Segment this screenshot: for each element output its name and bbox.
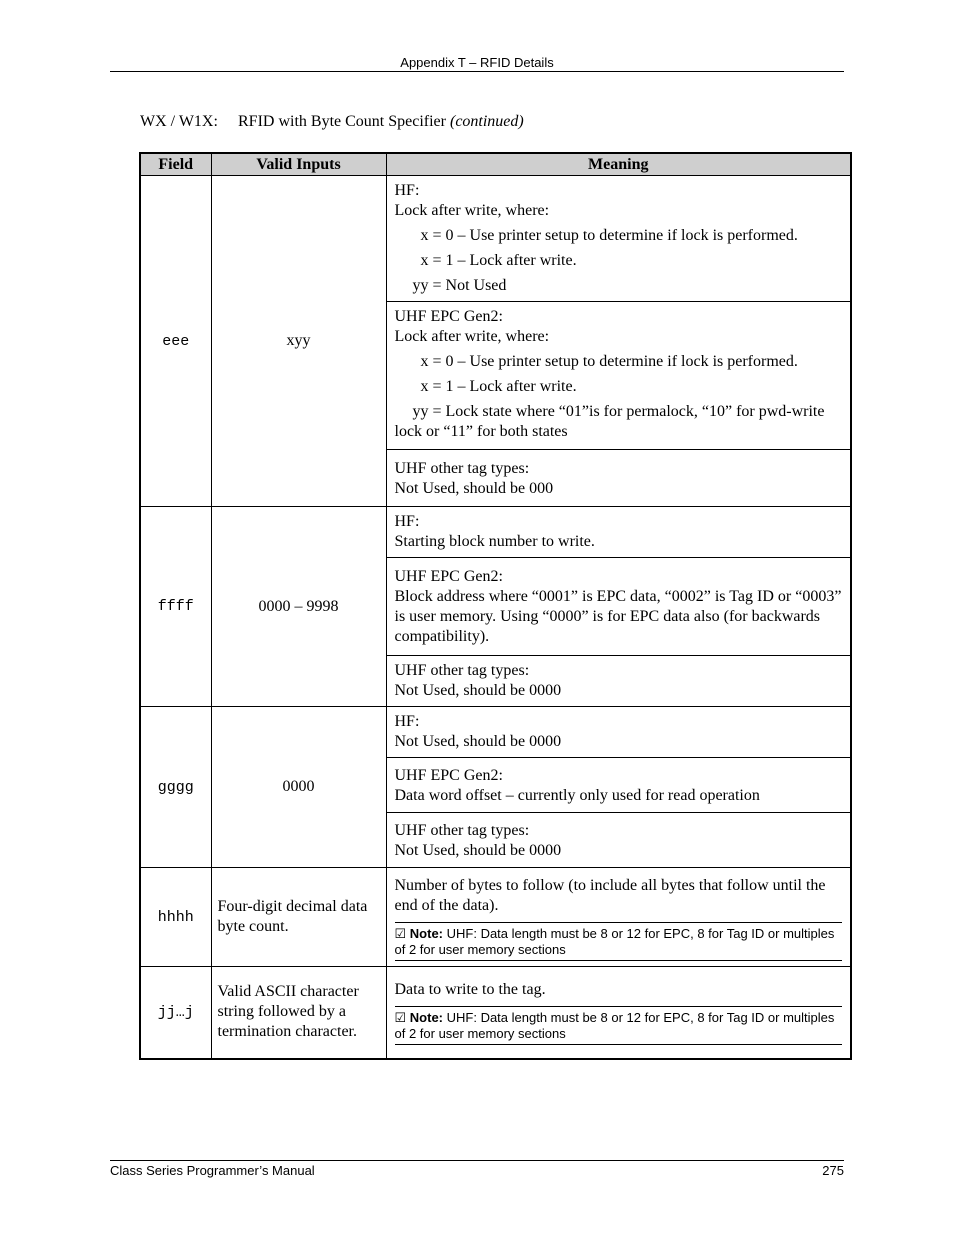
meaning-title: HF: bbox=[394, 513, 420, 530]
field-jj: jj…j bbox=[140, 967, 211, 1059]
meaning-text: yy = Not Used bbox=[412, 277, 507, 294]
table-row bbox=[140, 967, 851, 1059]
meaning-text: Data to write to the tag. bbox=[394, 981, 546, 998]
meaning-title: UHF EPC Gen2: bbox=[394, 568, 503, 585]
note-text: UHF: Data length must be 8 or 12 for EPC, 8 for Tag ID or multiples of 2 for user memory sections bbox=[394, 1010, 835, 1041]
meaning-text: Lock after write, where: bbox=[394, 328, 550, 345]
meaning-text: x = 1 – Lock after write. bbox=[420, 252, 577, 269]
valid-gggg: 0000 bbox=[211, 707, 386, 868]
meaning-gggg-other bbox=[386, 813, 851, 868]
page-number: 275 bbox=[822, 1163, 844, 1178]
meaning-title: UHF EPC Gen2: bbox=[394, 308, 503, 325]
table-row bbox=[140, 507, 851, 558]
meaning-text: Not Used, should be 0000 bbox=[394, 682, 562, 699]
rfid-field-table bbox=[139, 152, 852, 1060]
meaning-hhhh bbox=[386, 868, 851, 967]
table-row bbox=[140, 707, 851, 758]
meaning-text: Block address where “0001” is EPC data, “0002” is Tag ID or “0003” is user memory. Using “0000” is for EPC data also (for backwards compatibility). bbox=[394, 588, 842, 645]
field-ffff: ffff bbox=[140, 507, 211, 707]
header-rule bbox=[110, 71, 844, 72]
field-gggg: gggg bbox=[140, 707, 211, 868]
meaning-title: UHF other tag types: bbox=[394, 662, 530, 679]
meaning-text: Not Used, should be 0000 bbox=[394, 842, 562, 859]
page-header: Appendix T – RFID Details bbox=[400, 55, 554, 70]
meaning-eee-other bbox=[386, 450, 851, 507]
meaning-text: yy = Lock state where “01”is for permalock, “10” for pwd-write lock or “11” for both states bbox=[394, 403, 825, 440]
table-row bbox=[140, 868, 851, 967]
meaning-text: x = 1 – Lock after write. bbox=[420, 378, 577, 395]
field-hhhh: hhhh bbox=[140, 868, 211, 967]
meaning-ffff-hf bbox=[386, 507, 851, 558]
meaning-title: HF: bbox=[394, 713, 420, 730]
valid-eee: xyy bbox=[211, 176, 386, 507]
section-subtitle bbox=[140, 113, 524, 131]
meaning-ffff-gen2 bbox=[386, 558, 851, 656]
checkbox-checked-icon: ☑ bbox=[394, 1010, 407, 1025]
meaning-gggg-gen2 bbox=[386, 758, 851, 813]
note-box bbox=[395, 922, 843, 961]
meaning-text: Not Used, should be 0000 bbox=[394, 733, 562, 750]
meaning-text: Data word offset – currently only used for read operation bbox=[394, 787, 760, 804]
meaning-eee-hf bbox=[386, 176, 851, 302]
meaning-gggg-hf bbox=[386, 707, 851, 758]
meaning-title: UHF EPC Gen2: bbox=[394, 767, 503, 784]
header-field: Field bbox=[140, 153, 211, 176]
header-meaning: Meaning bbox=[386, 153, 851, 176]
meaning-text: Number of bytes to follow (to include all bytes that follow until the end of the data). bbox=[394, 877, 826, 914]
field-eee: eee bbox=[140, 176, 211, 507]
subtitle-text: RFID with Byte Count Specifier bbox=[238, 113, 446, 130]
note-text: UHF: Data length must be 8 or 12 for EPC, 8 for Tag ID or multiples of 2 for user memory sections bbox=[394, 926, 835, 957]
note-label: Note: bbox=[409, 1010, 443, 1025]
meaning-text: x = 0 – Use printer setup to determine if lock is performed. bbox=[420, 353, 798, 370]
note-label: Note: bbox=[409, 926, 443, 941]
meaning-jj bbox=[386, 967, 851, 1059]
header-valid-inputs: Valid Inputs bbox=[211, 153, 386, 176]
valid-ffff: 0000 – 9998 bbox=[211, 507, 386, 707]
note-box bbox=[395, 1006, 843, 1045]
table-row bbox=[140, 176, 851, 302]
footer-manual-title: Class Series Programmer’s Manual bbox=[110, 1163, 315, 1178]
meaning-title: HF: bbox=[394, 182, 420, 199]
table-header-row bbox=[140, 153, 851, 176]
valid-hhhh: Four-digit decimal data byte count. bbox=[211, 868, 386, 967]
meaning-text: Not Used, should be 000 bbox=[394, 480, 554, 497]
meaning-title: UHF other tag types: bbox=[394, 822, 530, 839]
footer-rule bbox=[110, 1160, 844, 1161]
meaning-title: UHF other tag types: bbox=[394, 460, 530, 477]
valid-jj: Valid ASCII character string followed by a termination character. bbox=[211, 967, 386, 1059]
meaning-text: Starting block number to write. bbox=[394, 533, 595, 550]
subtitle-suffix: (continued) bbox=[449, 113, 524, 130]
checkbox-checked-icon: ☑ bbox=[394, 926, 407, 941]
meaning-text: x = 0 – Use printer setup to determine if lock is performed. bbox=[420, 227, 798, 244]
meaning-eee-gen2 bbox=[386, 302, 851, 450]
meaning-text: Lock after write, where: bbox=[394, 202, 550, 219]
command-name: WX / W1X: bbox=[140, 113, 218, 130]
meaning-ffff-other bbox=[386, 656, 851, 707]
